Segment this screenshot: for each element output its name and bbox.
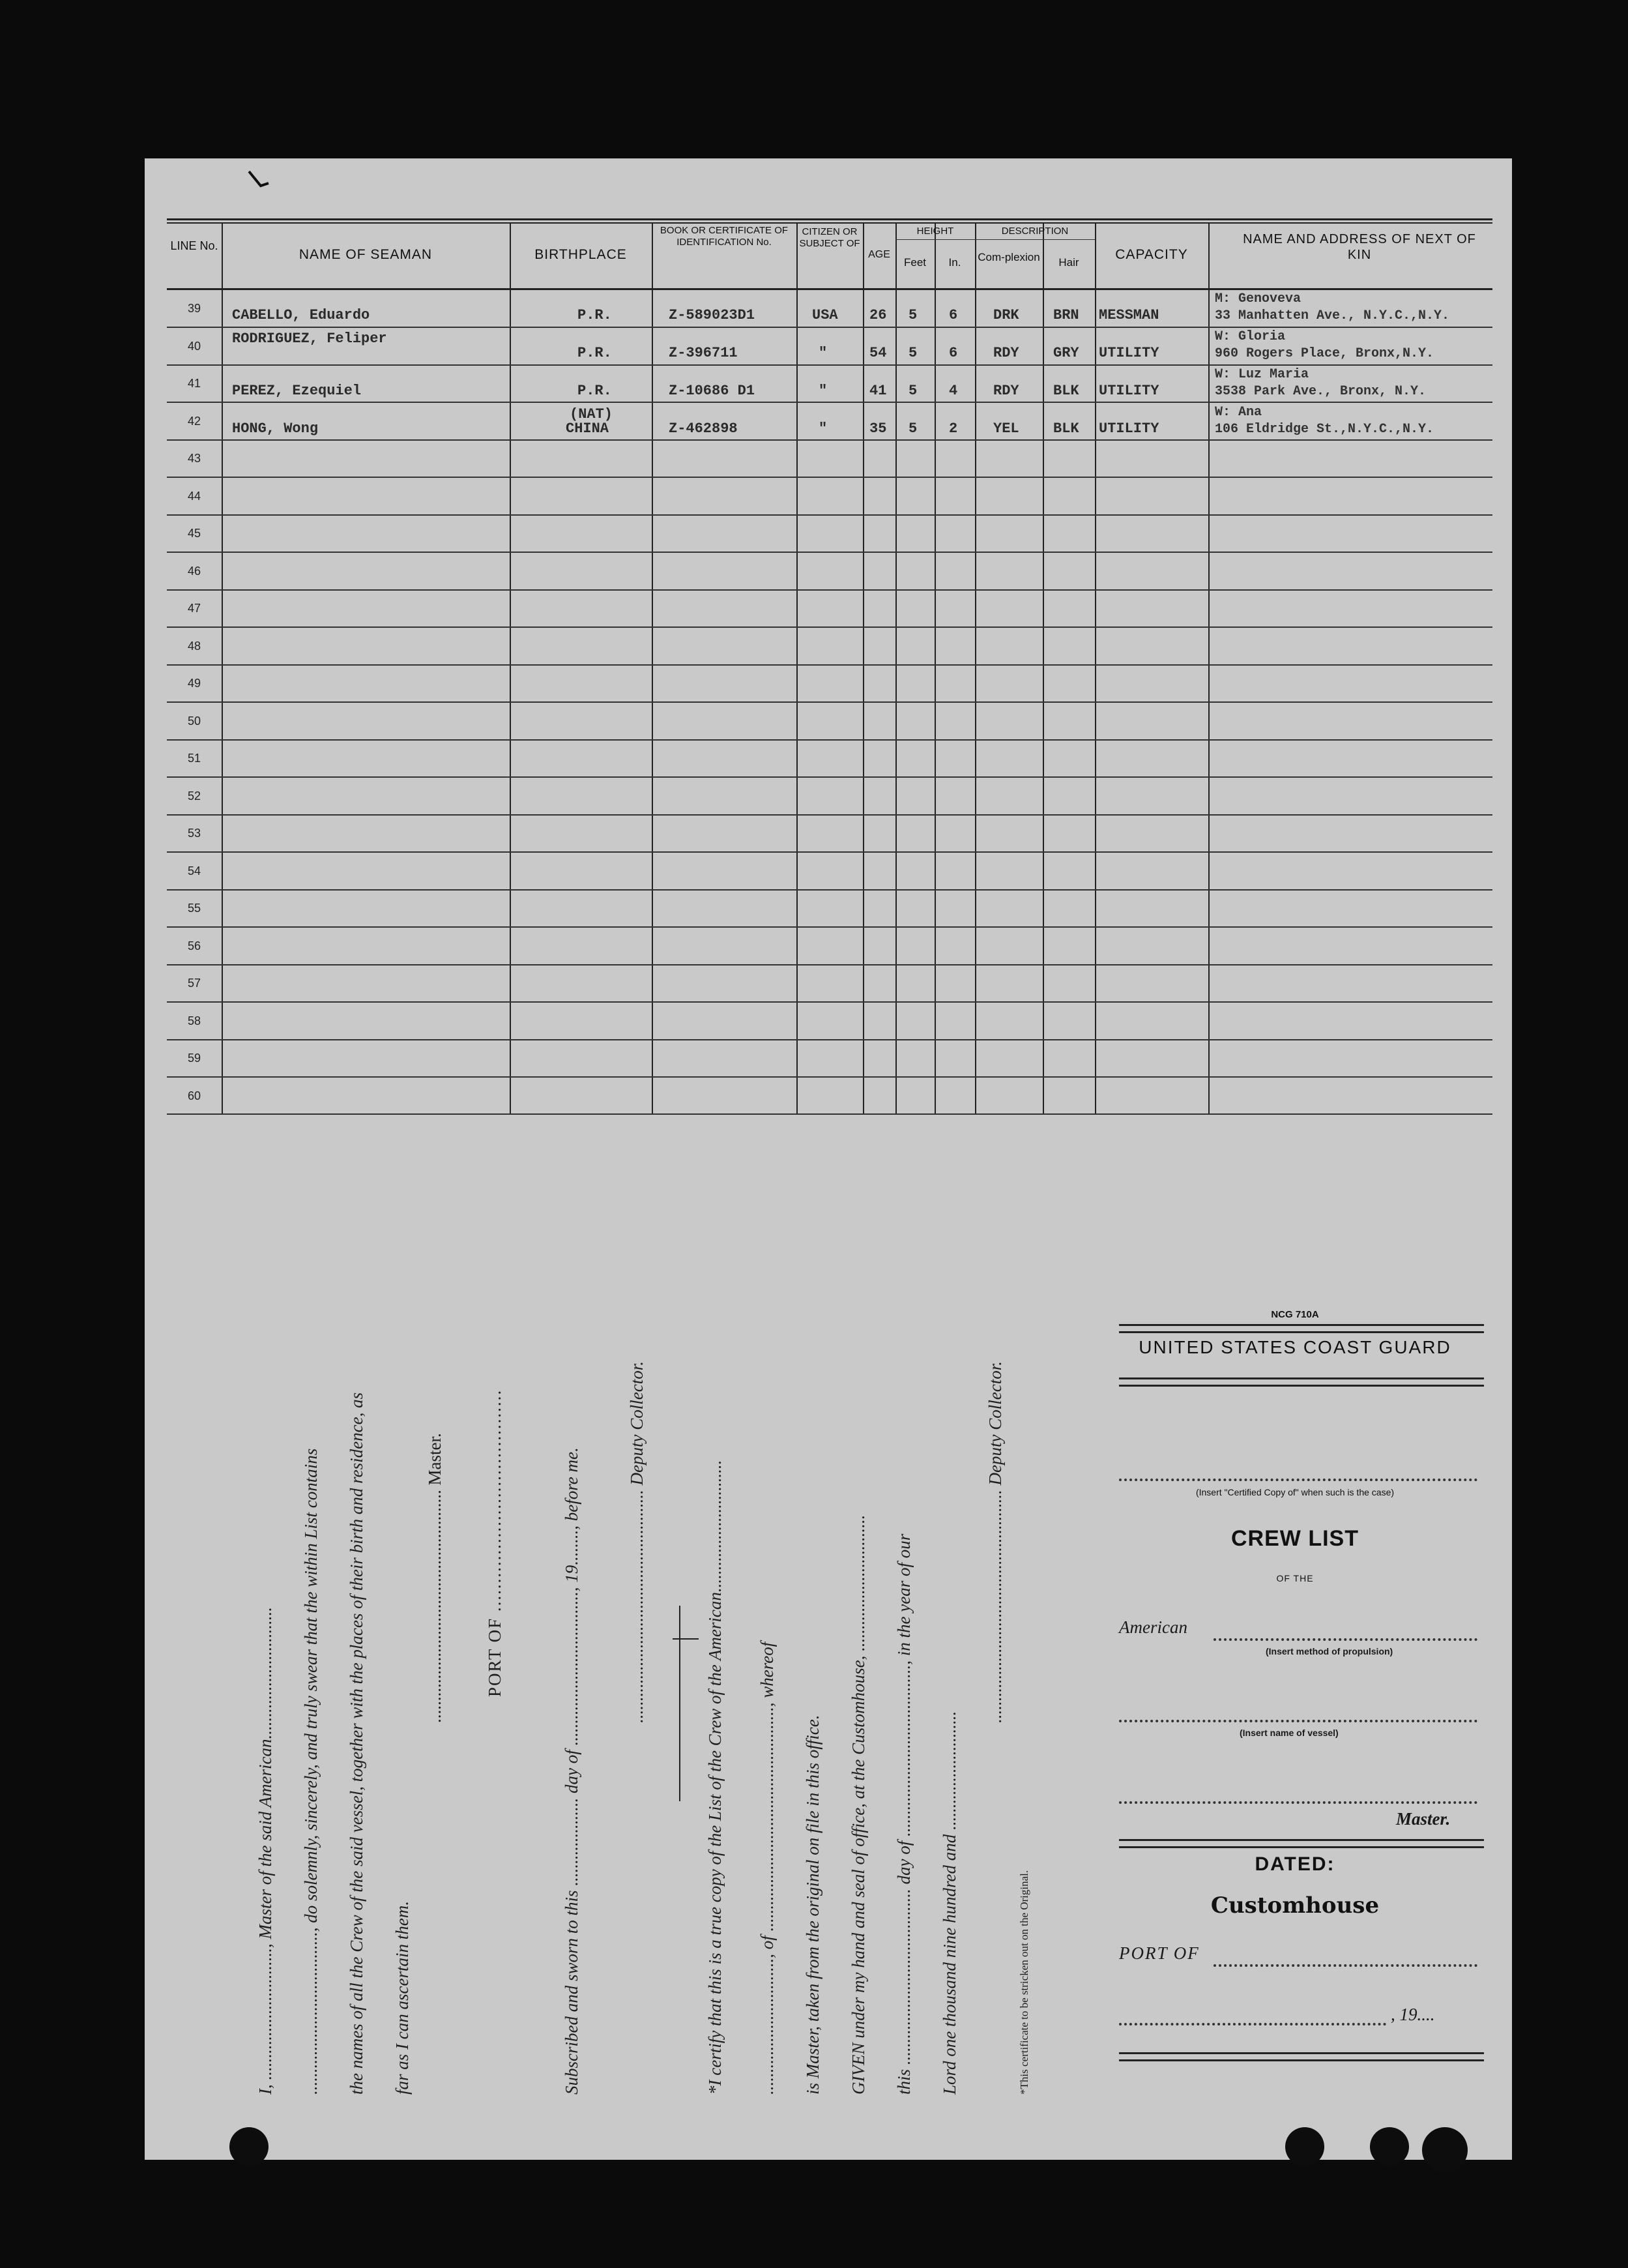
feet: 5 <box>908 420 918 437</box>
certificate-no: Z-462898 <box>669 420 738 437</box>
header-feet: Feet <box>903 256 927 269</box>
feet: 5 <box>908 345 918 361</box>
citizen: USA <box>812 307 838 323</box>
seaman-name: HONG, Wong <box>232 420 319 437</box>
american-label: American <box>1119 1617 1187 1637</box>
line-number: 49 <box>187 677 201 690</box>
line-number: 47 <box>187 602 201 615</box>
certify-line-1: *I certify that this is a true copy of the List of the Crew of the American.............................. <box>705 1460 725 2095</box>
certificate-no: Z-396711 <box>669 345 738 361</box>
inches: 4 <box>949 383 958 399</box>
year-label: , 19.... <box>1391 2005 1435 2024</box>
oath-master: ..................................................... Master. <box>425 1433 444 1723</box>
citizen: " <box>819 383 828 399</box>
line-number: 56 <box>187 939 201 952</box>
port-of-label: PORT OF <box>1119 1943 1200 1963</box>
punch-hole <box>1370 2127 1409 2166</box>
header-citizen: CITIZEN OR SUBJECT OF <box>799 226 860 249</box>
ink-mark <box>246 166 272 192</box>
crew-list-title: CREW LIST <box>1231 1526 1359 1551</box>
complexion: YEL <box>993 420 1019 437</box>
oath-line-1: I, .............................., Master of the said American.............................. <box>255 1607 275 2095</box>
capacity: UTILITY <box>1099 420 1159 437</box>
hair: BLK <box>1053 420 1079 437</box>
feet: 5 <box>908 307 918 323</box>
line-number: 54 <box>187 864 201 877</box>
this-day-line: this ........................................ day of ......................................., in the year of our <box>894 1533 914 2095</box>
birthplace: P.R. <box>577 345 612 361</box>
header-height: HEIGHT <box>916 226 954 237</box>
complexion: DRK <box>993 307 1019 323</box>
line-number: 41 <box>187 377 201 390</box>
agency-name: UNITED STATES COAST GUARD <box>1139 1337 1451 1357</box>
certificate-no: Z-589023D1 <box>669 307 755 323</box>
form-number: NCG 710A <box>1271 1309 1319 1320</box>
punch-hole <box>1285 2127 1324 2166</box>
seaman-name: PEREZ, Ezequiel <box>232 383 362 399</box>
propulsion-note: (Insert method of propulsion) <box>1266 1646 1393 1657</box>
hair: BLK <box>1053 383 1079 399</box>
inches: 6 <box>949 307 958 323</box>
crew-table <box>167 218 1492 1115</box>
kin-name: M: Genoveva <box>1215 291 1301 306</box>
kin-address: 33 Manhatten Ave., N.Y.C.,N.Y. <box>1215 308 1450 323</box>
kin-name: W: Ana <box>1215 405 1262 420</box>
line-number: 45 <box>187 527 201 540</box>
kin-name: W: Luz Maria <box>1215 367 1309 382</box>
age: 35 <box>869 420 887 437</box>
punch-hole <box>1422 2127 1468 2173</box>
header-birthplace: BIRTHPLACE <box>534 247 627 262</box>
of-the-label: OF THE <box>1276 1573 1314 1583</box>
certified-copy-note: (Insert "Certified Copy of" when such is the case) <box>1195 1487 1395 1497</box>
line-number: 46 <box>187 565 201 578</box>
oath-port-of: PORT OF ....................................... <box>485 1389 504 1697</box>
citizen: " <box>819 345 828 361</box>
header-hair: Hair <box>1058 256 1079 269</box>
header-name: NAME OF SEAMAN <box>298 247 433 262</box>
given-line: GIVEN under my hand and seal of office, at the Customhouse, ............................... <box>849 1514 868 2095</box>
oath-subscribed: Subscribed and sworn to this .................... day of ..................................., 19........, before me. <box>562 1447 581 2095</box>
inches: 6 <box>949 345 958 361</box>
feet: 5 <box>908 383 918 399</box>
line-number: 39 <box>187 302 201 315</box>
line-number: 42 <box>187 415 201 428</box>
line-number: 44 <box>187 490 201 503</box>
line-number: 40 <box>187 340 201 353</box>
lord-line: Lord one thousand nine hundred and ........................... <box>940 1711 959 2095</box>
header-next-of-kin: NAME AND ADDRESS OF NEXT OF KIN <box>1243 232 1476 262</box>
birthplace: P.R. <box>577 383 612 399</box>
birthplace: P.R. <box>577 307 612 323</box>
header-line-no: LINE No. <box>170 239 218 252</box>
vessel-name-note: (Insert name of vessel) <box>1240 1728 1339 1738</box>
citizen: " <box>819 420 828 437</box>
seaman-name: RODRIGUEZ, Feliper <box>232 331 387 347</box>
line-number: 50 <box>187 714 201 728</box>
age: 41 <box>869 383 887 399</box>
header-description: DESCRIPTION <box>1001 226 1069 237</box>
header-certificate: BOOK OR CERTIFICATE OF IDENTIFICATION No. <box>660 225 789 248</box>
complexion: RDY <box>993 383 1019 399</box>
complexion: RDY <box>993 345 1019 361</box>
line-number: 55 <box>187 902 201 915</box>
certify-line-3: is Master, taken from the original on file in this office. <box>803 1715 822 2095</box>
kin-name: W: Gloria <box>1215 329 1286 344</box>
certificate-no: Z-10686 D1 <box>669 383 755 399</box>
age: 26 <box>869 307 887 323</box>
age: 54 <box>869 345 887 361</box>
oath-deputy-collector-1: ..................................................... Deputy Collector. <box>627 1361 647 1723</box>
line-number: 43 <box>187 452 201 465</box>
master-label: Master. <box>1396 1809 1451 1829</box>
line-number: 48 <box>187 640 201 653</box>
certify-line-2: ..............................., of ..................................................., whereof <box>757 1642 777 2095</box>
oath-line-2: ....................................., do solemnly, sincerely, and truly swear that the within List contains <box>301 1448 321 2095</box>
inches: 2 <box>949 420 958 437</box>
capacity: UTILITY <box>1099 383 1159 399</box>
line-number: 51 <box>187 752 201 765</box>
kin-address: 106 Eldridge St.,N.Y.C.,N.Y. <box>1215 422 1434 437</box>
oath-line-3: the names of all the Crew of the said vessel, together with the places of their birth and residence, as <box>347 1392 366 2095</box>
certificate-footnote: *This certificate to be stricken out on the Original. <box>1018 1870 1030 2095</box>
hair: GRY <box>1053 345 1079 361</box>
birthplace: CHINA <box>566 420 609 437</box>
punch-hole <box>229 2127 269 2166</box>
oath-deputy-collector-2: ..................................................... Deputy Collector. <box>985 1361 1005 1723</box>
capacity: UTILITY <box>1099 345 1159 361</box>
seaman-name: CABELLO, Eduardo <box>232 307 370 323</box>
line-number: 60 <box>187 1089 201 1102</box>
customhouse-label: Customhouse <box>1210 1892 1380 1919</box>
line-number: 52 <box>187 789 201 803</box>
kin-address: 3538 Park Ave., Bronx, N.Y. <box>1215 384 1427 399</box>
oath-line-4: far as I can ascertain them. <box>392 1901 412 2095</box>
header-complexion: Com-plexion <box>978 251 1040 263</box>
header-capacity: CAPACITY <box>1115 247 1188 262</box>
crew-list-sheet <box>145 158 1512 2160</box>
line-number: 58 <box>187 1014 201 1027</box>
dated-label: DATED: <box>1255 1853 1335 1875</box>
line-number: 57 <box>187 977 201 990</box>
birthplace-note: (NAT) <box>570 406 613 422</box>
header-age: AGE <box>868 249 890 260</box>
capacity: MESSMAN <box>1099 307 1159 323</box>
kin-address: 960 Rogers Place, Bronx,N.Y. <box>1215 346 1434 361</box>
line-number: 53 <box>187 827 201 840</box>
line-number: 59 <box>187 1052 201 1065</box>
hair: BRN <box>1053 307 1079 323</box>
header-inches: In. <box>948 256 961 269</box>
